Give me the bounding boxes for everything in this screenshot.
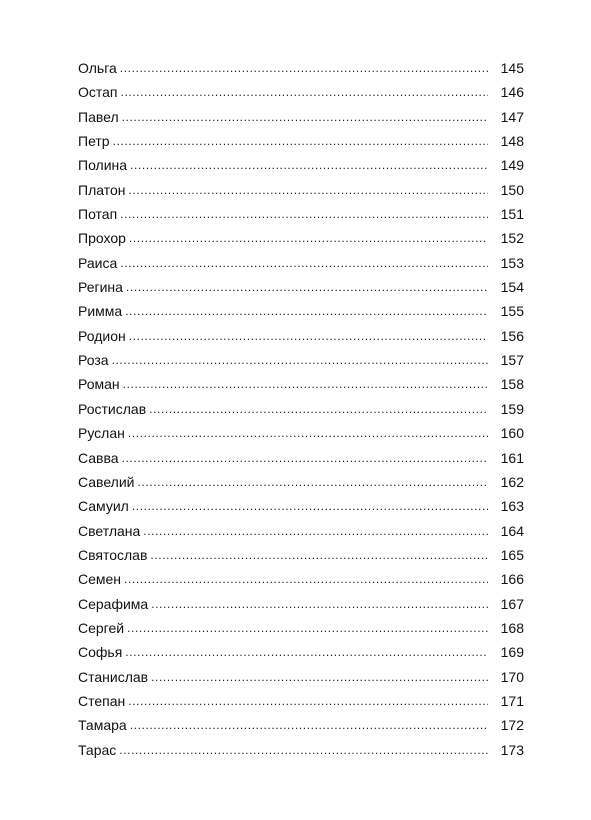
toc-entry-page-number: 152 (500, 230, 524, 247)
toc-entry-page-number: 173 (500, 741, 524, 758)
toc-entry-page-number: 171 (500, 692, 524, 709)
toc-entry[interactable] (78, 470, 524, 494)
toc-entry[interactable] (78, 56, 524, 80)
dot-leader (129, 324, 488, 348)
dot-leader (130, 153, 488, 177)
toc-entry-page-number: 159 (500, 400, 524, 417)
toc-entry[interactable] (78, 689, 524, 713)
dot-leader (128, 689, 488, 713)
toc-entry-page-number: 155 (500, 303, 524, 320)
dot-leader (151, 592, 488, 616)
toc-entry-page-number: 168 (500, 619, 524, 636)
toc-entry-page-number: 161 (500, 449, 524, 466)
toc-entry-name: Тамара (78, 717, 127, 734)
dot-leader (122, 105, 488, 129)
toc-entry-name: Потап (78, 206, 118, 223)
toc-entry[interactable] (78, 397, 524, 421)
toc-entry-name: Роман (78, 376, 120, 393)
toc-entry[interactable] (78, 446, 524, 470)
toc-entry-page-number: 164 (500, 522, 524, 539)
toc-entry[interactable] (78, 665, 524, 689)
toc-entry-page-number: 149 (500, 157, 524, 174)
toc-entry-name: Серафима (78, 595, 149, 612)
toc-entry[interactable] (78, 105, 524, 129)
toc-entry-name: Регина (78, 279, 123, 296)
toc-entry[interactable] (78, 129, 524, 153)
toc-entry-name: Полина (78, 157, 128, 174)
dot-leader (126, 275, 488, 299)
toc-entry-name: Савва (78, 449, 119, 466)
toc-entry[interactable] (78, 324, 524, 348)
toc-entry[interactable] (78, 543, 524, 567)
dot-leader (113, 129, 488, 153)
toc-entry-page-number: 154 (500, 279, 524, 296)
toc-entry-name: Софья (78, 644, 123, 661)
toc-entry-page-number: 150 (500, 181, 524, 198)
toc-entry-page-number: 148 (500, 133, 524, 150)
toc-entry[interactable] (78, 738, 524, 762)
toc-entry[interactable] (78, 494, 524, 518)
dot-leader (124, 567, 488, 591)
toc-entry-page-number: 151 (500, 206, 524, 223)
dot-leader (120, 251, 488, 275)
toc-entry-name: Раиса (78, 254, 118, 271)
dot-leader (151, 665, 488, 689)
dot-leader (127, 616, 488, 640)
toc-entry-page-number: 162 (500, 473, 524, 490)
toc-entry-name: Тарас (78, 741, 117, 758)
toc-entry-page-number: 172 (500, 717, 524, 734)
toc-entry[interactable] (78, 178, 524, 202)
toc-entry-page-number: 166 (500, 571, 524, 588)
toc-entry-page-number: 146 (500, 84, 524, 101)
toc-entry-name: Степан (78, 692, 126, 709)
dot-leader (149, 397, 488, 421)
toc-entry-name: Ростислав (78, 400, 147, 417)
toc-entry-name: Роза (78, 352, 109, 369)
dot-leader (125, 299, 488, 323)
dot-leader (120, 56, 488, 80)
toc-entry[interactable] (78, 640, 524, 664)
table-of-contents (78, 56, 524, 762)
toc-entry-page-number: 147 (500, 108, 524, 125)
toc-entry-name: Римма (78, 303, 123, 320)
toc-entry-name: Савелий (78, 473, 135, 490)
toc-entry[interactable] (78, 202, 524, 226)
toc-entry[interactable] (78, 372, 524, 396)
toc-entry-name: Сергей (78, 619, 125, 636)
dot-leader (122, 446, 488, 470)
toc-entry[interactable] (78, 348, 524, 372)
dot-leader (129, 226, 488, 250)
dot-leader (143, 519, 488, 543)
toc-entry-name: Петр (78, 133, 110, 150)
toc-entry[interactable] (78, 567, 524, 591)
toc-entry-name: Семен (78, 571, 122, 588)
toc-entry-page-number: 157 (500, 352, 524, 369)
toc-entry[interactable] (78, 519, 524, 543)
toc-entry[interactable] (78, 226, 524, 250)
toc-entry-page-number: 170 (500, 668, 524, 685)
dot-leader (119, 738, 488, 762)
toc-entry[interactable] (78, 275, 524, 299)
toc-entry[interactable] (78, 80, 524, 104)
dot-leader (130, 713, 488, 737)
dot-leader (150, 543, 488, 567)
dot-leader (128, 178, 488, 202)
toc-entry-name: Светлана (78, 522, 141, 539)
toc-entry-name: Платон (78, 181, 126, 198)
dot-leader (125, 640, 488, 664)
dot-leader (121, 80, 488, 104)
toc-entry[interactable] (78, 299, 524, 323)
toc-entry-page-number: 158 (500, 376, 524, 393)
toc-entry[interactable] (78, 616, 524, 640)
toc-entry-name: Остап (78, 84, 118, 101)
dot-leader (137, 470, 488, 494)
dot-leader (120, 202, 488, 226)
toc-entry-name: Прохор (78, 230, 126, 247)
toc-entry-page-number: 156 (500, 327, 524, 344)
toc-entry-page-number: 160 (500, 425, 524, 442)
toc-entry-name: Святослав (78, 546, 148, 563)
toc-entry-name: Ольга (78, 60, 117, 76)
dot-leader (112, 348, 488, 372)
toc-entry-page-number: 165 (500, 546, 524, 563)
dot-leader (128, 421, 488, 445)
toc-entry-page-number: 167 (500, 595, 524, 612)
toc-entry[interactable] (78, 713, 524, 737)
toc-entry[interactable] (78, 592, 524, 616)
toc-entry[interactable] (78, 421, 524, 445)
toc-entry-page-number: 169 (500, 644, 524, 661)
toc-entry-name: Самуил (78, 498, 129, 515)
toc-entry-page-number: 163 (500, 498, 524, 515)
toc-entry-page-number: 145 (500, 60, 524, 76)
toc-entry-name: Родион (78, 327, 126, 344)
toc-entry-page-number: 153 (500, 254, 524, 271)
toc-entry[interactable] (78, 251, 524, 275)
toc-entry[interactable] (78, 153, 524, 177)
dot-leader (132, 494, 488, 518)
toc-entry-name: Павел (78, 108, 119, 125)
toc-entry-name: Руслан (78, 425, 125, 442)
dot-leader (123, 372, 488, 396)
toc-entry-name: Станислав (78, 668, 149, 685)
